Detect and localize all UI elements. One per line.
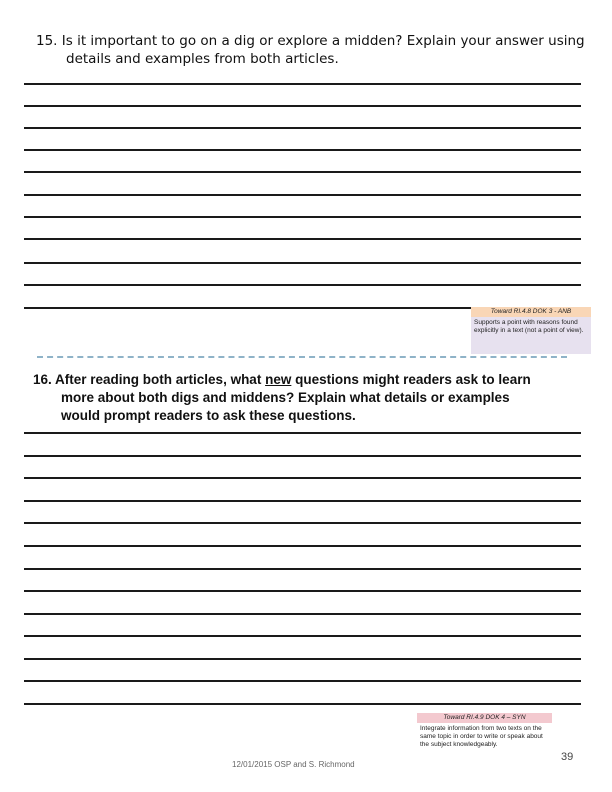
section-divider	[37, 356, 567, 358]
standard-tag-description: Integrate information from two texts on the same topic in order to write or speak about the subject knowledgeably.	[417, 723, 552, 751]
answer-line	[24, 635, 581, 637]
answer-line	[24, 500, 581, 502]
question-16	[33, 371, 593, 425]
question-16-line-1-start: After reading both articles, what	[55, 372, 262, 387]
standard-tag-ri48	[471, 307, 591, 354]
standard-tag-header: Toward RI.4.9 DOK 4 – SYN	[417, 713, 552, 723]
answer-line	[24, 216, 581, 218]
answer-line	[24, 477, 581, 479]
question-16-line-2: more about both digs and middens? Explain what details or examples	[61, 390, 510, 405]
question-16-number: 16.	[33, 372, 52, 387]
answer-line	[24, 568, 581, 570]
answer-line	[24, 105, 581, 107]
question-16-line-1-end: questions might readers ask to learn	[295, 372, 531, 387]
answer-line	[24, 613, 581, 615]
answer-line	[24, 522, 581, 524]
standard-tag-description: Supports a point with reasons found explicitly in a text (not a point of view).	[471, 317, 591, 354]
answer-line	[24, 194, 581, 196]
answer-line	[24, 83, 581, 85]
answer-line	[24, 455, 581, 457]
answer-line	[24, 238, 581, 240]
page-number: 39	[561, 751, 574, 763]
answer-line	[24, 545, 581, 547]
question-16-line-3: would prompt readers to ask these questions.	[61, 408, 356, 423]
question-15	[36, 32, 596, 68]
answer-line	[24, 127, 581, 129]
answer-line	[24, 284, 581, 286]
answer-line	[24, 703, 581, 705]
standard-tag-header: Toward RI.4.8 DOK 3 - ANB	[471, 307, 591, 317]
footer-credit: 12/01/2015 OSP and S. Richmond	[232, 760, 355, 769]
answer-line	[24, 432, 581, 434]
question-15-line-1: Is it important to go on a dig or explore a midden? Explain your answer using	[61, 33, 585, 49]
standard-tag-ri49	[417, 713, 552, 751]
question-15-line-2: details and examples from both articles.	[66, 51, 339, 67]
answer-line	[24, 171, 581, 173]
question-15-number: 15.	[36, 33, 58, 49]
question-16-emphasis: new	[265, 372, 292, 387]
answer-line	[24, 590, 581, 592]
answer-line	[24, 262, 581, 264]
answer-line	[24, 658, 581, 660]
answer-line	[24, 680, 581, 682]
answer-line	[24, 149, 581, 151]
